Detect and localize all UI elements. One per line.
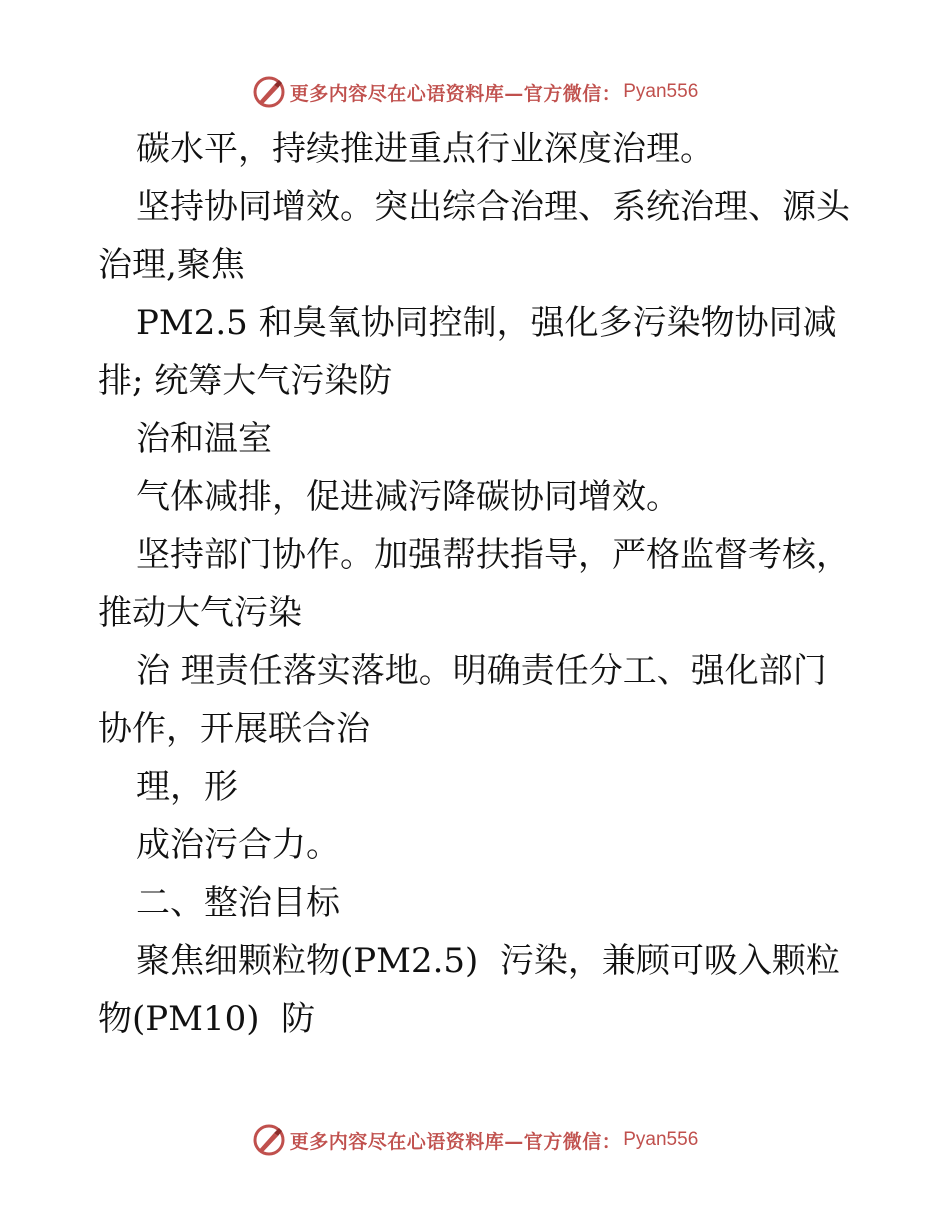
paragraph-line: 治 理责任落实落地。明确责任分工、强化部门 — [136, 651, 827, 691]
paragraph-line: 协作，开展联合治 — [98, 709, 370, 749]
paragraph-line: 碳水平，持续推进重点行业深度治理。 — [136, 129, 714, 169]
paragraph-line: 气体减排，促进减污降碳协同增效。 — [136, 477, 680, 517]
pen-logo-icon — [252, 1123, 286, 1157]
paragraph-line: 坚持协同增效。突出综合治理、系统治理、源头 — [136, 187, 850, 227]
wechat-id: Pyan556 — [623, 81, 699, 102]
footer-watermark-banner — [0, 1120, 950, 1160]
paragraph-line: 治和温室 — [136, 419, 272, 459]
paragraph-line: 推动大气污染 — [98, 593, 302, 633]
paragraph-line: 治理,聚焦 — [98, 245, 245, 285]
section-heading: 二、整治目标 — [136, 883, 340, 923]
pen-logo-icon — [252, 75, 286, 109]
paragraph-line: 坚持部门协作。加强帮扶指导，严格监督考核， — [136, 535, 850, 575]
paragraph-line: 聚焦细颗粒物(PM2.5) 污染，兼顾可吸入颗粒 — [136, 941, 840, 981]
paragraph-line: 排; 统筹大气污染防 — [98, 361, 393, 401]
paragraph-line: 理，形 — [136, 767, 238, 807]
header-watermark-banner — [0, 72, 950, 112]
paragraph-line: 物(PM10) 防 — [98, 999, 316, 1039]
banner-text: 更多内容尽在心语资料库—官方微信： — [289, 1130, 622, 1153]
paragraph-line: PM2.5 和臭氧协同控制，强化多污染物协同减 — [136, 303, 837, 343]
document-body — [98, 120, 858, 1048]
paragraph-line: 成治污合力。 — [136, 825, 340, 865]
banner-text: 更多内容尽在心语资料库—官方微信： — [289, 82, 622, 105]
wechat-id: Pyan556 — [623, 1129, 699, 1150]
